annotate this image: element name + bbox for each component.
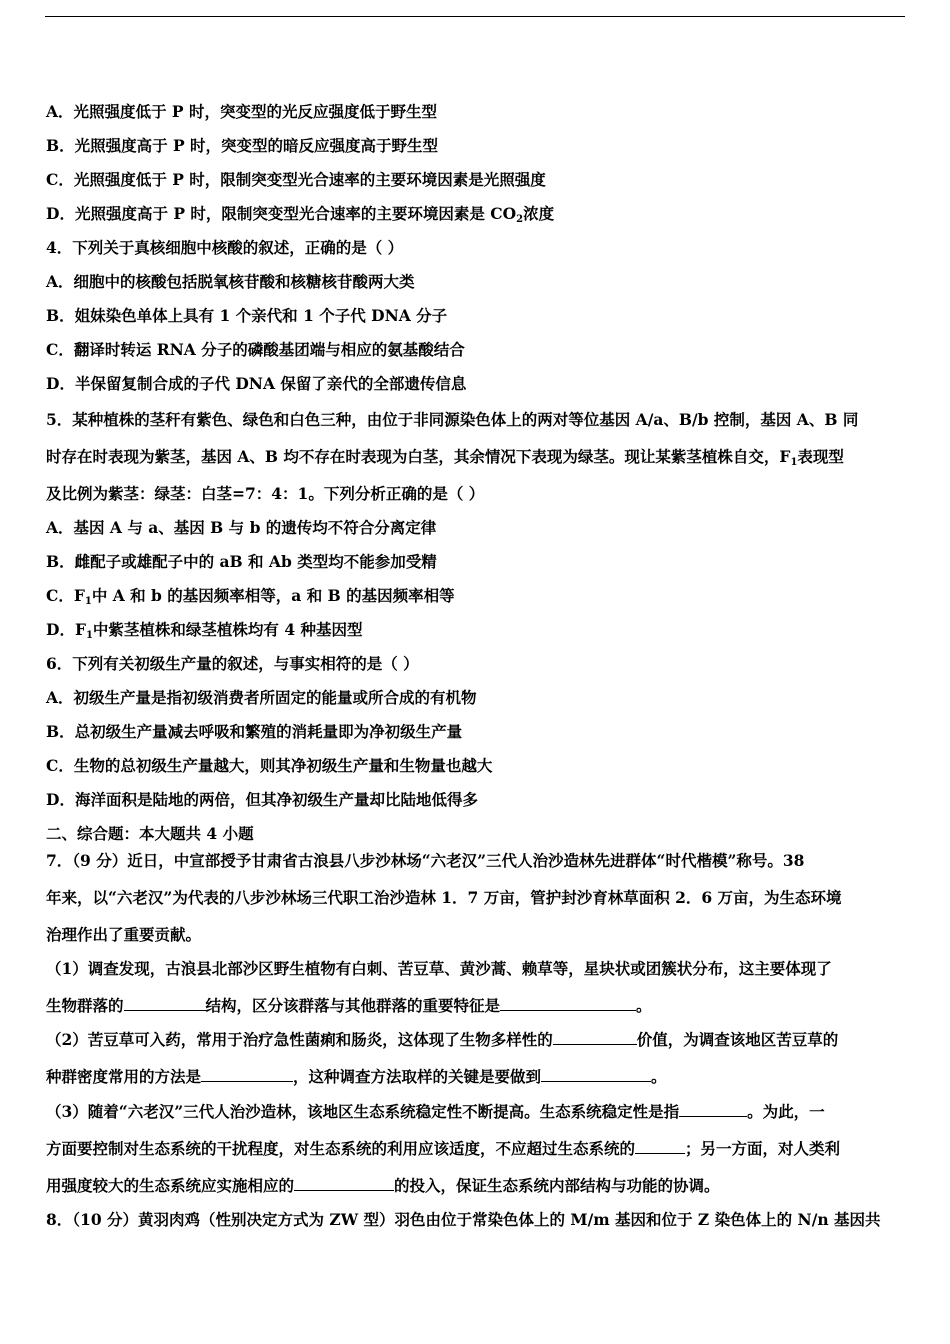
subscript: 1 <box>84 596 92 607</box>
q3-option-c: C．光照强度低于 P 时，限制突变型光合速率的主要环境因素是光照强度 <box>46 170 546 189</box>
q7-part2-text-b: 价值，为调查该地区苦豆草的 <box>636 1030 839 1049</box>
answer-blank[interactable] <box>553 1030 637 1045</box>
q7-stem-line-1: 7．（9 分）近日，中宣部授予甘肃省古浪县八步沙林场“六老汉”三代人治沙造林先进群体“时代楷模”称号。38 <box>46 851 805 870</box>
q7-part2-text-c: 种群密度常用的方法是 <box>46 1067 202 1086</box>
q6-option-d: D．海洋面积是陆地的两倍，但其净初级生产量却比陆地低得多 <box>46 790 478 809</box>
q7-part3-line-1 <box>46 1102 825 1122</box>
q7-stem-line-3: 治理作出了重要贡献。 <box>46 925 202 944</box>
q3-option-d-text: D．光照强度高于 P 时，限制突变型光合速率的主要环境因素是 CO <box>46 204 517 223</box>
q5-option-c-text: 中 A 和 b 的基因频率相等，a 和 B 的基因频率相等 <box>91 586 455 605</box>
q3-option-d <box>46 204 554 224</box>
answer-blank[interactable] <box>679 1102 747 1117</box>
q6-stem: 6．下列有关初级生产量的叙述，与事实相符的是（ ） <box>46 654 419 673</box>
q7-part2-text-d: ，这种调查方法取样的关键是要做到 <box>293 1067 542 1086</box>
subscript: 2 <box>516 214 524 225</box>
q7-part3-text-a: （3）随着“六老汉”三代人治沙造林，该地区生态系统稳定性不断提高。生态系统稳定性是指 <box>46 1102 680 1121</box>
answer-blank[interactable] <box>294 1176 394 1191</box>
q7-part3-text-e: 用强度较大的生态系统应实施相应的 <box>46 1176 295 1195</box>
q4-option-b: B．姐妹染色单体上具有 1 个亲代和 1 个子代 DNA 分子 <box>46 306 448 325</box>
q5-option-c <box>46 586 455 606</box>
q5-stem-line-3: 及比例为紫茎：绿茎：白茎=7：4：1。下列分析正确的是（ ） <box>46 484 485 503</box>
q5-option-d-label: D．F <box>46 620 86 639</box>
q7-part3-text-d: ；另一方面，对人类利 <box>685 1139 841 1158</box>
subscript: 1 <box>85 630 93 641</box>
q7-part2-text-a: （2）苦豆草可入药，常用于治疗急性菌痢和肠炎，这体现了生物多样性的 <box>46 1030 553 1049</box>
q7-part1-line-2 <box>46 996 652 1016</box>
q5-option-d-text: 中紫茎植株和绿茎植株均有 4 种基因型 <box>92 620 363 639</box>
q8-stem-line-1: 8．（10 分）黄羽肉鸡（性别决定方式为 ZW 型）羽色由位于常染色体上的 M/m 基因和位于 Z 染色体上的 N/n 基因共 <box>46 1210 881 1229</box>
q5-stem-line-2-tail: 表现型 <box>797 447 844 466</box>
q6-option-b: B．总初级生产量减去呼吸和繁殖的消耗量即为净初级生产量 <box>46 722 463 741</box>
q5-stem-line-1: 5．某种植株的茎秆有紫色、绿色和白色三种，由位于非同源染色体上的两对等位基因 A/a、B/b 控制，基因 A、B 同 <box>46 410 859 429</box>
q5-stem-line-2-text: 时存在时表现为紫茎，基因 A、B 均不存在时表现为白茎，其余情况下表现为绿茎。现让某紫茎植株自交，F <box>46 447 791 466</box>
q7-part3-text-f: 的投入，保证生态系统内部结构与功能的协调。 <box>394 1176 720 1195</box>
answer-blank[interactable] <box>541 1067 651 1082</box>
q7-part3-text-b: 。为此，一 <box>747 1102 825 1121</box>
answer-blank[interactable] <box>635 1139 685 1154</box>
q7-part1-text-c: 。 <box>636 996 652 1015</box>
answer-blank[interactable] <box>201 1067 293 1082</box>
q5-option-d <box>46 620 363 640</box>
section-heading: 二、综合题：本大题共 4 小题 <box>46 824 254 843</box>
q7-part3-text-c: 方面要控制对生态系统的干扰程度，对生态系统的利用应该适度，不应超过生态系统的 <box>46 1139 636 1158</box>
q3-option-b: B．光照强度高于 P 时，突变型的暗反应强度高于野生型 <box>46 136 439 155</box>
q7-part2-line-2 <box>46 1067 667 1087</box>
q7-part3-line-2 <box>46 1139 840 1159</box>
q4-option-a: A．细胞中的核酸包括脱氧核苷酸和核糖核苷酸两大类 <box>46 272 415 291</box>
q3-option-d-tail: 浓度 <box>523 204 555 223</box>
q7-part3-line-3 <box>46 1176 720 1196</box>
q5-stem-line-2 <box>46 447 844 467</box>
q5-option-c-label: C．F <box>46 586 85 605</box>
q7-stem-line-2: 年来，以“六老汉”为代表的八步沙林场三代职工治沙造林 1．7 万亩，管护封沙育林草面积 2．6 万亩，为生态环境 <box>46 888 842 907</box>
q5-option-a: A．基因 A 与 a、基因 B 与 b 的遗传均不符合分离定律 <box>46 518 437 537</box>
q4-stem: 4．下列关于真核细胞中核酸的叙述，正确的是（ ） <box>46 238 404 257</box>
q4-option-c: C．翻译时转运 RNA 分子的磷酸基团端与相应的氨基酸结合 <box>46 340 465 359</box>
q5-option-b: B．雌配子或雄配子中的 aB 和 Ab 类型均不能参加受精 <box>46 552 437 571</box>
answer-blank[interactable] <box>124 996 206 1011</box>
q6-option-c: C．生物的总初级生产量越大，则其净初级生产量和生物量也越大 <box>46 756 493 775</box>
q7-part1-text-b: 结构，区分该群落与其他群落的重要特征是 <box>205 996 501 1015</box>
q7-part2-line-1 <box>46 1030 838 1050</box>
q7-part2-text-e: 。 <box>651 1067 667 1086</box>
subscript: 1 <box>790 457 798 468</box>
q3-option-a: A．光照强度低于 P 时，突变型的光反应强度低于野生型 <box>46 102 437 121</box>
q4-option-d: D．半保留复制合成的子代 DNA 保留了亲代的全部遗传信息 <box>46 374 467 393</box>
q7-part1-line-1: （1）调查发现，古浪县北部沙区野生植物有白刺、苦豆草、黄沙蒿、赖草等，星块状或团簇状分布，这主要体现了 <box>46 959 832 978</box>
header-rule <box>45 16 905 17</box>
q7-part1-text-a: 生物群落的 <box>46 996 124 1015</box>
q6-option-a: A．初级生产量是指初级消费者所固定的能量或所合成的有机物 <box>46 688 477 707</box>
answer-blank[interactable] <box>500 996 636 1011</box>
